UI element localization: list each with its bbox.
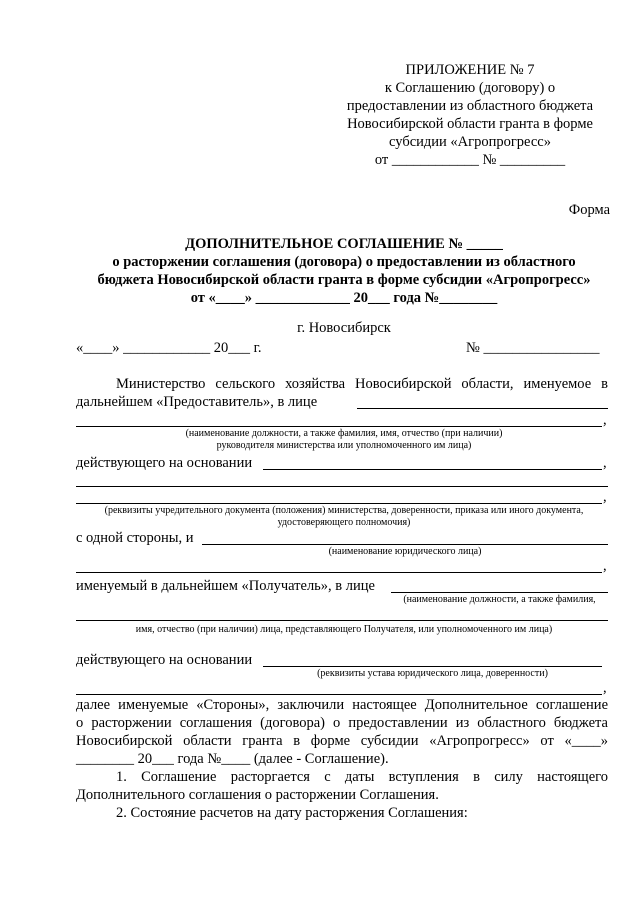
basis-label: действующего на основании	[76, 455, 253, 471]
date-line: «____» ____________ 20___ г.	[76, 340, 262, 356]
note-5: (реквизиты устава юридического лица, доверенности)	[317, 668, 548, 679]
paragraph-2-line-2: о расторжении соглашения (договора) о предоставлении из областного бюджета	[76, 715, 608, 731]
recipient-line-2	[76, 620, 608, 621]
note-4-line-2: имя, отчество (при наличии) лица, представляющего Получателя, или уполномоченного им лица)	[135, 624, 553, 635]
item-2: 2. Состояние расчетов на дату расторжения Соглашения:	[116, 805, 468, 821]
recipient-label: именуемый в дальнейшем «Получатель», в лице	[76, 578, 375, 594]
comma: ,	[603, 455, 607, 471]
party-label: с одной стороны, и	[76, 530, 194, 546]
appendix-line-4: субсидии «Агропрогресс»	[389, 134, 551, 150]
number-line: № ________________	[466, 340, 600, 356]
paragraph-1-line-1: Министерство сельского хозяйства Новосибирской области, именуемое в	[116, 376, 608, 392]
note-2-line-2: удостоверяющего полномочия)	[277, 517, 411, 528]
appendix-line-5: от ____________ № _________	[374, 152, 566, 168]
basis-line-3	[76, 503, 602, 504]
paragraph-2-line-3: Новосибирской области гранта в форме субсидии «Агропрогресс» от «____»	[76, 733, 608, 749]
representative-name-line	[357, 408, 608, 409]
comma: ,	[603, 558, 607, 574]
comma: ,	[603, 489, 607, 505]
note-1-line-1: (наименование должности, а также фамилия, имя, отчество (при наличии)	[185, 428, 503, 439]
heading-line-4: от «____» _____________ 20___ года №________	[190, 290, 498, 306]
form-label: Форма	[568, 202, 610, 218]
item-1-line-1: 1. Соглашение расторгается с даты вступления в силу настоящего	[116, 769, 608, 785]
place: г. Новосибирск	[297, 320, 391, 336]
appendix-title: ПРИЛОЖЕНИЕ № 7	[405, 62, 535, 78]
heading-line-3: бюджета Новосибирской области гранта в форме субсидии «Агропрогресс»	[97, 272, 591, 288]
basis-line-2	[76, 486, 608, 487]
note-3: (наименование юридического лица)	[328, 546, 482, 557]
heading-line-1: ДОПОЛНИТЕЛЬНОЕ СОГЛАШЕНИЕ № _____	[185, 236, 503, 252]
comma: ,	[603, 412, 607, 428]
appendix-line-3: Новосибирской области гранта в форме	[347, 116, 593, 132]
basis-2-line	[263, 666, 602, 667]
comma: ,	[603, 680, 607, 696]
representative-line	[76, 426, 602, 427]
basis-2-line-2	[76, 694, 602, 695]
party-line-2	[76, 572, 602, 573]
basis-2-label: действующего на основании	[76, 652, 253, 668]
paragraph-2-line-1: далее именуемые «Стороны», заключили настоящее Дополнительное соглашение	[76, 697, 608, 713]
basis-line-1	[263, 469, 602, 470]
paragraph-1-line-2: дальнейшем «Предоставитель», в лице	[76, 394, 318, 410]
paragraph-2-line-4: ________ 20___ года №____ (далее - Соглашение).	[76, 751, 389, 767]
recipient-line	[391, 592, 608, 593]
heading-line-2: о расторжении соглашения (договора) о предоставлении из областного	[112, 254, 576, 270]
appendix-line-2: предоставлении из областного бюджета	[346, 98, 594, 114]
note-4-line-1: (наименование должности, а также фамилия,	[403, 594, 596, 605]
item-1-line-2: Дополнительного соглашения о расторжении Соглашения.	[76, 787, 439, 803]
note-1-line-2: руководителя министерства или уполномоченного им лица)	[216, 440, 472, 451]
appendix-line-1: к Соглашению (договору) о	[384, 80, 556, 96]
party-line	[202, 544, 608, 545]
note-2-line-1: (реквизиты учредительного документа (положения) министерства, доверенности, приказа или иного документа,	[104, 505, 584, 516]
